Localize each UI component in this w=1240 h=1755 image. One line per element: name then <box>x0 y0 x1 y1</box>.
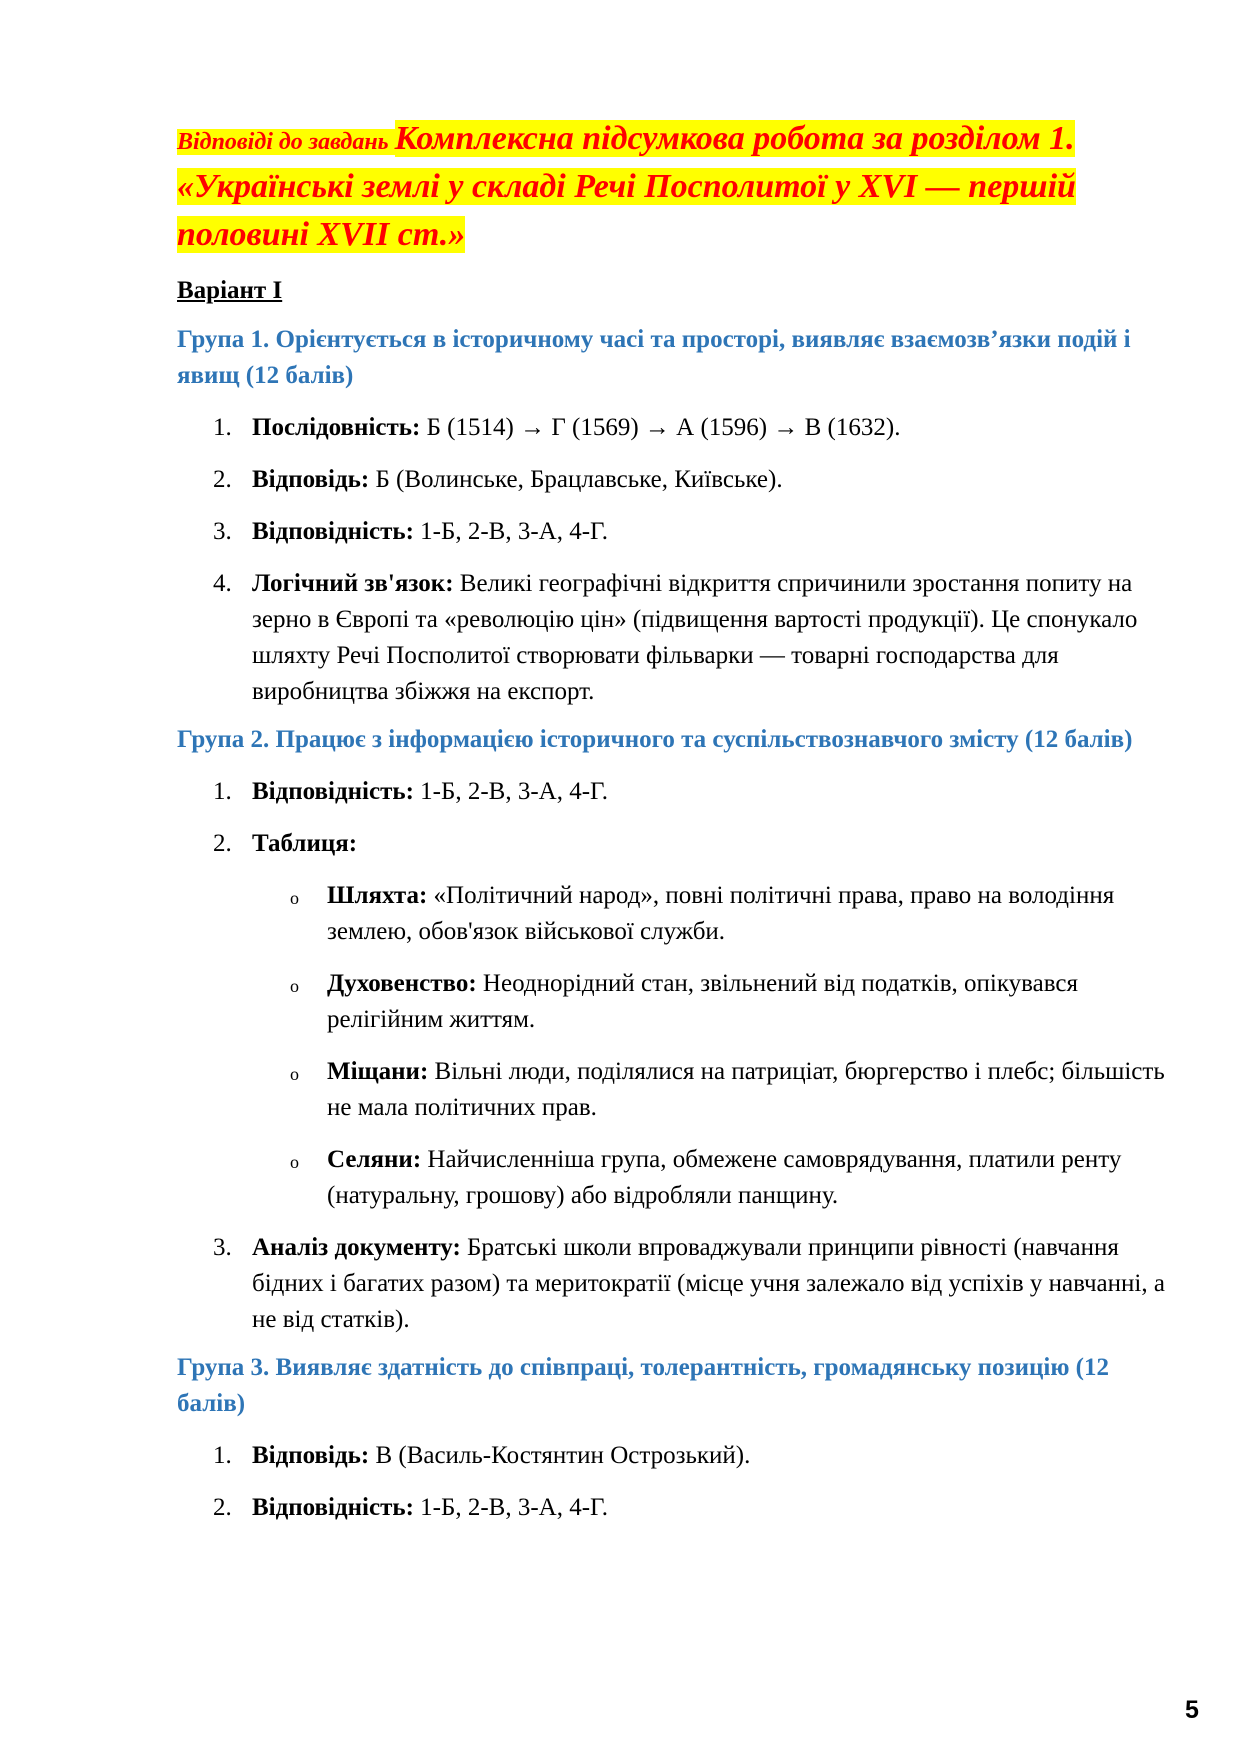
item-label: Послідовність: <box>252 414 421 441</box>
item-number: 1. <box>213 1442 232 1469</box>
item-label: Таблиця: <box>252 830 358 857</box>
title-line-3: половині XVII ст.» <box>177 216 466 253</box>
title-line-2: «Українські землі у складі Речі Посполитої у XVI — першій <box>177 168 1076 205</box>
item-label: Відповідь: <box>252 1442 370 1469</box>
item-label: Відповідність: <box>252 518 414 545</box>
sublist-text: «Політичний народ», повні політичні права, право на володіння землею, обов'язок військової служби. <box>327 882 1115 945</box>
title-prefix: Відповіді до завдань <box>177 129 395 155</box>
group-2-item-2 <box>177 826 1167 862</box>
group-1-item-4 <box>177 566 1167 710</box>
item-label: Логічний зв'язок: <box>252 570 454 597</box>
sublist-label: Шляхта: <box>327 882 428 909</box>
title-line-1: Комплексна підсумкова робота за розділом 1. <box>394 120 1075 157</box>
item-number: 4. <box>213 570 232 597</box>
sublist-item-burghers <box>177 1054 1167 1126</box>
group-2-list <box>177 774 1167 862</box>
sublist-label: Міщани: <box>327 1058 429 1085</box>
document-title <box>177 118 1167 262</box>
sublist-text: Вільні люди, поділялися на патриціат, бюргерство і плебс; більшість не мала політичних прав. <box>327 1058 1165 1121</box>
item-label: Аналіз документу: <box>252 1234 461 1261</box>
item-number: 1. <box>213 778 232 805</box>
group-1-item-2 <box>177 462 1167 498</box>
sublist-item-peasants <box>177 1142 1167 1214</box>
document-page <box>177 118 1167 1526</box>
group-3-heading: Група 3. Виявляє здатність до співпраці, толерантність, громадянську позицію (12 балів) <box>177 1354 1110 1417</box>
table-sublist <box>177 878 1167 1214</box>
group-1-item-3 <box>177 514 1167 550</box>
item-text: 1-Б, 2-В, 3-А, 4-Г. <box>413 518 608 545</box>
group-1-heading: Група 1. Орієнтується в історичному часі та просторі, виявляє взаємозв’язки подій і явищ (12 балів) <box>177 326 1131 389</box>
page-number: 5 <box>1185 1696 1199 1724</box>
group-2-heading: Група 2. Працює з інформацією історичного та суспільствознавчого змісту (12 балів) <box>177 726 1133 753</box>
item-number: 2. <box>213 1494 232 1521</box>
sublist-item-gentry <box>177 878 1167 950</box>
item-number: 1. <box>213 414 232 441</box>
item-text: 1-Б, 2-В, 3-А, 4-Г. <box>413 1494 608 1521</box>
bullet-icon: o <box>290 888 299 908</box>
item-number: 2. <box>213 466 232 493</box>
group-3-list <box>177 1438 1167 1526</box>
group-1-item-1 <box>177 410 1167 446</box>
sublist-text: Найчисленніша група, обмежене самоврядування, платили ренту (натуральну, грошову) або відробляли панщину. <box>327 1146 1122 1209</box>
item-text: В (Василь-Костянтин Острозький). <box>369 1442 751 1469</box>
item-label: Відповідність: <box>252 1494 414 1521</box>
group-3-item-1 <box>177 1438 1167 1474</box>
group-2-item-3 <box>177 1230 1167 1338</box>
item-text: Великі географічні відкриття спричинили зростання попиту на зерно в Європі та «революцію цін» (підвищення вартості продукції). Це спонукало шляхту Речі Посполитої створювати фільварки — товарні господарства для виробництва збіжжя на експорт. <box>252 570 1138 705</box>
bullet-icon: o <box>290 976 299 996</box>
bullet-icon: o <box>290 1152 299 1172</box>
group-2-item-1 <box>177 774 1167 810</box>
bullet-icon: o <box>290 1064 299 1084</box>
item-text: Братські школи впроваджували принципи рівності (навчання бідних і багатих разом) та меритократії (місце учня залежало від успіхів у навчанні, а не від статків). <box>252 1234 1165 1333</box>
item-label: Відповідь: <box>252 466 370 493</box>
item-number: 2. <box>213 830 232 857</box>
group-2-list-cont <box>177 1230 1167 1338</box>
item-number: 3. <box>213 518 232 545</box>
sublist-text: Неоднорідний стан, звільнений від податків, опікувався релігійним життям. <box>327 970 1078 1033</box>
item-number: 3. <box>213 1234 232 1261</box>
sublist-item-clergy <box>177 966 1167 1038</box>
item-text: Б (1514) → Г (1569) → А (1596) → В (1632). <box>420 414 901 441</box>
group-3-item-2 <box>177 1490 1167 1526</box>
sublist-label: Селяни: <box>327 1146 422 1173</box>
variant-heading: Варіант І <box>177 277 283 304</box>
item-label: Відповідність: <box>252 778 414 805</box>
sublist-label: Духовенство: <box>327 970 477 997</box>
item-text: 1-Б, 2-В, 3-А, 4-Г. <box>413 778 608 805</box>
item-text: Б (Волинське, Брацлавське, Київське). <box>369 466 783 493</box>
group-1-list <box>177 410 1167 710</box>
